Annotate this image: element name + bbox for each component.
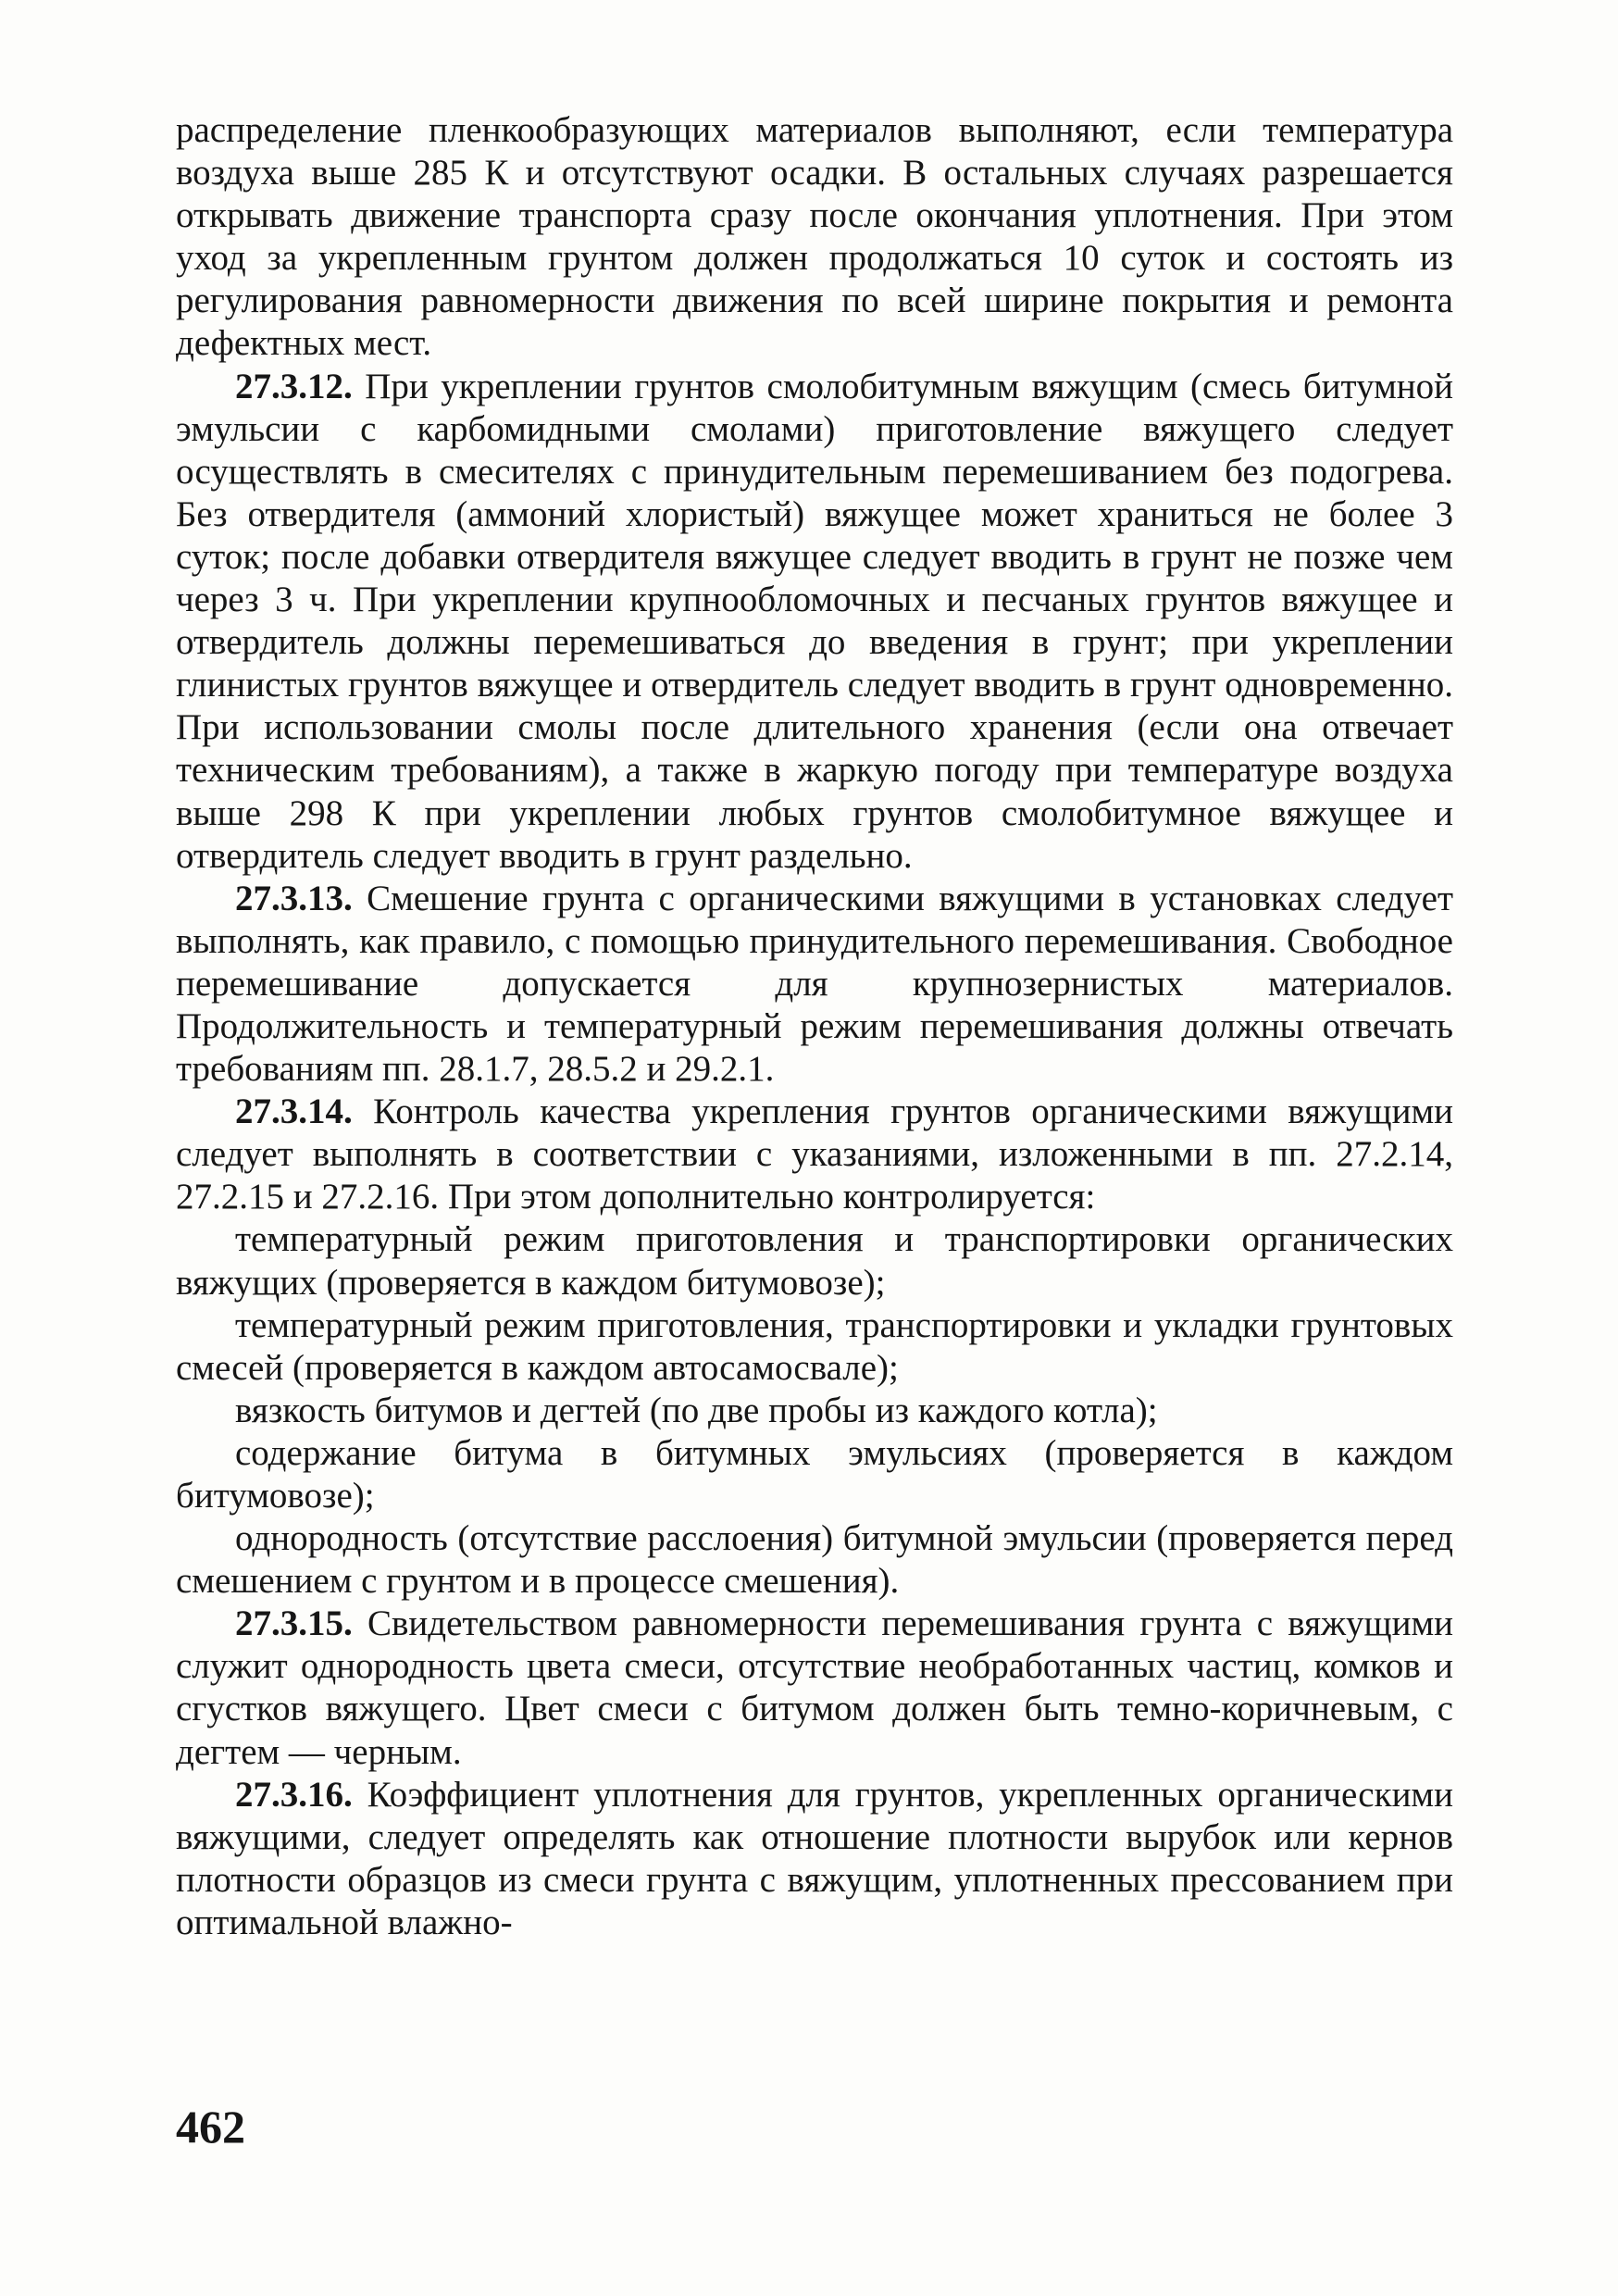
paragraph-27-3-13 (176, 878, 1453, 1091)
page-number: 462 (176, 2101, 245, 2152)
list-item: содержание битума в битумных эмульсиях (проверяется в каждом битумовозе); (176, 1432, 1453, 1516)
list-item: температурный режим приготовления, транспортировки и укладки грунтовых смесей (проверяется в каждом автосамосвале); (176, 1304, 1453, 1388)
paragraph-27-3-15 (176, 1603, 1453, 1773)
paragraph-continuation: распределение пленкообразующих материалов выполняют, если температура воздуха выше 285 К и отсутствуют осадки. В остальных случаях разрешается открывать движение транспорта сразу после окончания уплотнения. При этом уход за укрепленным грунтом должен продолжаться 10 суток и состоять из регулирования равномерности движения по всей ширине покрытия и ремонта дефектных мест. (176, 110, 1453, 364)
section-number: 27.3.16. (235, 1774, 353, 1815)
paragraph-27-3-16 (176, 1774, 1453, 1944)
section-number: 27.3.15. (235, 1603, 353, 1644)
section-number: 27.3.14. (235, 1092, 353, 1132)
body-text (176, 109, 1453, 1944)
list-item: вязкость битумов и дегтей (по две пробы из каждого котла); (235, 1390, 1158, 1430)
list-item: температурный режим приготовления и транспортировки органических вяжущих (проверяется в каждом битумовозе); (176, 1219, 1453, 1303)
list-item: однородность (отсутствие расслоения) битумной эмульсии (проверяется перед смешением с грунтом и в процессе смешения). (176, 1518, 1453, 1602)
paragraph-text: Свидетельством равномерности перемешивания грунта с вяжущими служит однородность цвета смеси, отсутствие необработанных частиц, комков и сгустков вяжущего. Цвет смеси с битумом должен быть темно-коричневым, с дегтем — черным. (176, 1603, 1453, 1772)
paragraph-27-3-12 (176, 366, 1453, 878)
paragraph-text: Смешение грунта с органическими вяжущими в установках следует выполнять, как правило, с помощью принудительного перемешивания. Свободное перемешивание допускается для крупнозернистых материалов. Продолжительность и температурный режим перемешивания должны отвечать требованиям пп. 28.1.7, 28.5.2 и 29.2.1. (176, 878, 1453, 1090)
section-number: 27.3.12. (235, 366, 353, 406)
paragraph-text: Коэффициент уплотнения для грунтов, укрепленных органическими вяжущими, следует определять как отношение плотности вырубок или кернов плотности образцов из смеси грунта с вяжущим, уплотненных прессованием при оптимальной влажно- (176, 1774, 1453, 1942)
paragraph-text: Контроль качества укрепления грунтов органическими вяжущими следует выполнять в соответствии с указаниями, изложенными в пп. 27.2.14, 27.2.15 и 27.2.16. При этом дополнительно контролируется: (176, 1092, 1453, 1217)
paragraph-27-3-14 (176, 1091, 1453, 1218)
paragraph-text: При укреплении грунтов смолобитумным вяжущим (смесь битумной эмульсии с карбомидными смолами) приготовление вяжущего следует осуществлять в смесителях с принудительным перемешиванием без подогрева. Без отвердителя (аммоний хлористый) вяжущее может храниться не более 3 суток; после добавки отвердителя вяжущее следует вводить в грунт не позже чем через 3 ч. При укреплении крупнообломочных и песчаных грунтов вяжущее и отвердитель должны перемешиваться до введения в грунт; при укреплении глинистых грунтов вяжущее и отвердитель следует вводить в грунт одновременно. При использовании смолы после длительного хранения (если она отвечает техническим требованиям), а также в жаркую погоду при температуре воздуха выше 298 К при укреплении любых грунтов смолобитумное вяжущее и отвердитель следует вводить в грунт раздельно. (176, 366, 1453, 876)
section-number: 27.3.13. (235, 878, 353, 918)
